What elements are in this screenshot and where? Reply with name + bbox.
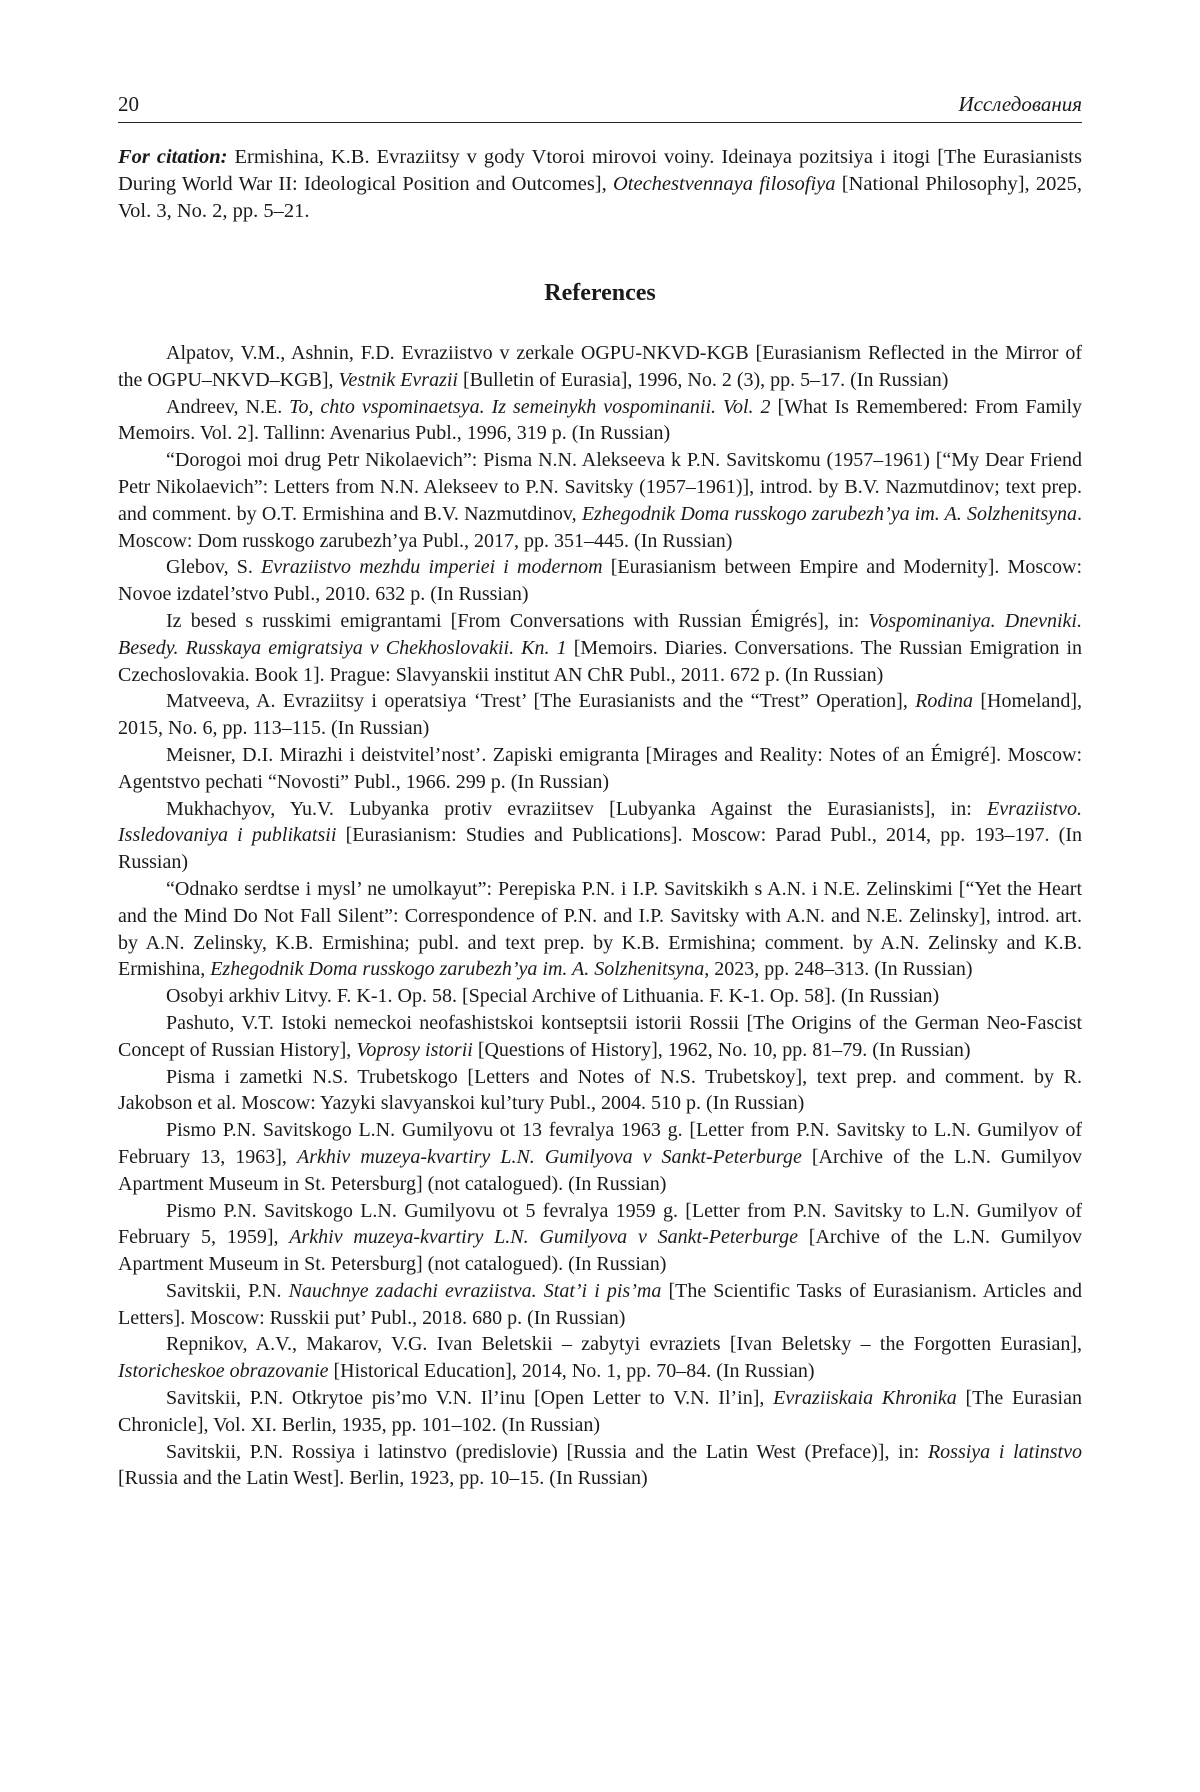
reference-text: . Moscow: Dom russkogo zarubezh’ya Publ., 2017, pp. 351–445. (In Russian) <box>118 502 1082 552</box>
reference-text: [Historical Education], 2014, No. 1, pp. 70–84. (In Russian) <box>328 1360 815 1383</box>
reference-text: [The Scientific Tasks of Eurasianism. Articles and Letters]. Moscow: Russkii put’ Publ., 2018. 680 p. (In Russian) <box>118 1279 1083 1329</box>
reference-text: Osobyi arkhiv Litvy. F. K-1. Op. 58. [Special Archive of Lithuania. F. K-1. Op. 58]. (In Russian) <box>166 985 940 1008</box>
reference-text: Matveeva, A. Evraziitsy i operatsiya ‘Trest’ [The Eurasianists and the “Trest” Operation], <box>166 690 916 713</box>
reference-text: [Homeland], 2015, No. 6, pp. 113–115. (In Russian) <box>118 690 1083 740</box>
references-list <box>118 340 1082 1492</box>
reference-text: Iz besed s russkimi emigrantami [From Conversations with Russian Émigrés], in: <box>166 609 869 632</box>
reference-entry <box>118 983 1082 1010</box>
reference-text: “Dorogoi moi drug Petr Nikolaevich”: Pisma N.N. Alekseeva k P.N. Savitskomu (1957–1961) [“My Dear Friend Petr Nikolaevich”: Letters from N.N. Alekseev to P.N. Savitsky (1957–1961)], introd. by B.V. Nazmutdinov; text prep. and comment. by O.T. Ermishina and B.V. Nazmutdinov, <box>118 449 1082 525</box>
reference-text: [Russia and the Latin West]. Berlin, 1923, pp. 10–15. (In Russian) <box>118 1467 648 1490</box>
reference-text: Savitskii, P.N. <box>166 1279 289 1302</box>
reference-entry <box>118 1439 1082 1493</box>
reference-text: [The Eurasian Chronicle], Vol. XI. Berlin, 1935, pp. 101–102. (In Russian) <box>118 1387 1082 1436</box>
reference-title-italic: Ezhegodnik Doma russkogo zarubezh’ya im. A. Solzhenitsyna <box>210 958 705 981</box>
reference-entry <box>118 876 1082 983</box>
reference-title-italic: Rodina <box>915 690 973 713</box>
reference-text: , 2023, pp. 248–313. (In Russian) <box>704 958 973 981</box>
reference-entry <box>118 796 1082 876</box>
reference-text: [Archive of the L.N. Gumilyov Apartment Museum in St. Petersburg] (not catalogued). (In Russian) <box>118 1226 1082 1276</box>
reference-text: [Eurasianism: Studies and Publications]. Moscow: Parad Publ., 2014, pp. 193–197. (In Russian) <box>118 824 1082 874</box>
reference-title-italic: Ezhegodnik Doma russkogo zarubezh’ya im. A. Solzhenitsyna <box>581 502 1077 525</box>
reference-title-italic: Evraziistvo. Issledovaniya i publikatsii <box>118 797 1082 847</box>
reference-text: Pashuto, V.T. Istoki nemeckoi neofashistskoi kontseptsii istorii Rossii [The Origins of the German Neo-Fascist Concept of Russian History], <box>118 1011 1082 1061</box>
reference-entry <box>118 340 1082 394</box>
reference-entry <box>118 1064 1082 1118</box>
citation-label: For citation: <box>118 146 228 168</box>
reference-entry <box>118 1010 1082 1064</box>
reference-text: [Memoirs. Diaries. Conversations. The Russian Emigration in Czechoslovakia. Book 1]. Prague: Slavyanskii institut AN ChR Publ., 2011. 672 p. (In Russian) <box>118 636 1082 686</box>
page-number: 20 <box>118 92 139 116</box>
reference-entry <box>118 608 1082 688</box>
reference-text: [Eurasianism between Empire and Modernity]. Moscow: Novoe izdatel’stvo Publ., 2010. 632 p. (In Russian) <box>118 556 1082 606</box>
reference-entry <box>118 1385 1082 1439</box>
reference-text: [Bulletin of Eurasia], 1996, No. 2 (3), pp. 5–17. (In Russian) <box>457 368 949 391</box>
reference-text: Pismo P.N. Savitskogo L.N. Gumilyovu ot 13 fevralya 1963 g. [Letter from P.N. Savitsky to L.N. Gumilyov of February 13, 1963], <box>118 1119 1082 1168</box>
reference-entry <box>118 742 1082 796</box>
running-header <box>118 90 1082 123</box>
reference-text: Meisner, D.I. Mirazhi i deistvitel’nost’. Zapiski emigranta [Mirages and Reality: Notes of an Émigré]. Moscow: Agentstvo pechati “Novosti” Publ., 1966. 299 p. (In Russian) <box>118 743 1082 793</box>
citation-text-end: [National Philosophy], 2025, Vol. 3, No. 2, pp. 5–21. <box>118 173 1082 222</box>
reference-entry <box>118 1117 1082 1197</box>
reference-text: Savitskii, P.N. Otkrytoe pis’mo V.N. Il’inu [Open Letter to V.N. Il’in], <box>166 1387 774 1410</box>
reference-entry <box>118 394 1082 448</box>
reference-text: [Archive of the L.N. Gumilyov Apartment Museum in St. Petersburg] (not catalogued). (In Russian) <box>118 1145 1082 1195</box>
reference-text: Alpatov, V.M., Ashnin, F.D. Evraziistvo v zerkale OGPU-NKVD-KGB [Eurasianism Reflected in the Mirror of the OGPU–NKVD–KGB], <box>118 342 1082 391</box>
reference-text: Mukhachyov, Yu.V. Lubyanka protiv evraziitsev [Lubyanka Against the Eurasianists], in: <box>166 797 987 820</box>
reference-title-italic: Voprosy istorii <box>356 1038 473 1061</box>
reference-title-italic: Evraziiskaia Khronika <box>773 1387 957 1410</box>
reference-text: Repnikov, A.V., Makarov, V.G. Ivan Beletskii – zabytyi evraziets [Ivan Beletsky – the Forgotten Eurasian], <box>166 1333 1082 1356</box>
reference-text: Glebov, S. <box>166 556 262 579</box>
reference-text: Savitskii, P.N. Rossiya i latinstvo (predislovie) [Russia and the Latin West (Preface)], in: <box>166 1440 928 1463</box>
reference-title-italic: Vestnik Evrazii <box>338 368 458 391</box>
reference-text: [What Is Remembered: From Family Memoirs. Vol. 2]. Tallinn: Avenarius Publ., 1996, 319 p. (In Russian) <box>118 395 1082 445</box>
reference-title-italic: To, chto vspominaetsya. Iz semeinykh vospominanii. Vol. 2 <box>289 395 771 418</box>
citation-journal: Otechestvennaya filosofiya <box>612 173 836 195</box>
reference-title-italic: Nauchnye zadachi evraziistva. Stat’i i pis’ma <box>288 1279 662 1302</box>
reference-entry <box>118 1198 1082 1278</box>
reference-title-italic: Arkhiv muzeya-kvartiry L.N. Gumilyova v Sankt-Peterburge <box>296 1145 802 1168</box>
citation-paragraph <box>118 144 1082 225</box>
reference-title-italic: Istoricheskoe obrazovanie <box>118 1360 329 1383</box>
reference-text: Pismo P.N. Savitskogo L.N. Gumilyovu ot 5 fevralya 1959 g. [Letter from P.N. Savitsky to L.N. Gumilyov of February 5, 1959], <box>118 1199 1082 1249</box>
reference-text: Pisma i zametki N.S. Trubetskogo [Letters and Notes of N.S. Trubetskoy], text prep. and comment. by R. Jakobson et al. Moscow: Yazyki slavyanskoi kul’tury Publ., 2004. 510 p. (In Russian) <box>118 1065 1082 1115</box>
reference-title-italic: Evraziistvo mezhdu imperiei i modernom <box>261 556 603 579</box>
citation-text: Ermishina, K.B. Evraziitsy v gody Vtoroi mirovoi voiny. Ideinaya pozitsiya i itogi [The Eurasianists During World War II: Ideological Position and Outcomes], <box>118 146 1082 195</box>
section-title: Исследования <box>958 92 1082 116</box>
reference-title-italic: Rossiya i latinstvo <box>927 1440 1082 1463</box>
reference-text: Andreev, N.E. <box>166 395 290 418</box>
reference-entry <box>118 688 1082 742</box>
reference-entry <box>118 1278 1082 1332</box>
reference-entry <box>118 447 1082 554</box>
reference-title-italic: Arkhiv muzeya-kvartiry L.N. Gumilyova v Sankt-Peterburge <box>289 1226 798 1249</box>
reference-text: [Questions of History], 1962, No. 10, pp. 81–79. (In Russian) <box>472 1038 971 1061</box>
reference-entry <box>118 554 1082 608</box>
reference-text: “Odnako serdtse i mysl’ ne umolkayut”: Perepiska P.N. i I.P. Savitskikh s A.N. i N.E. Zelinskimi [“Yet the Heart and the Mind Do Not Fall Silent”: Correspondence of P.N. and I.P. Savitsky with A.N. and N.E. Zelinsky], introd. art. by A.N. Zelinsky, K.B. Ermishina; publ. and text prep. by K.B. Ermishina; comment. by A.N. Zelinsky and K.B. Ermishina, <box>118 877 1082 981</box>
references-heading: References <box>544 280 656 306</box>
reference-entry <box>118 1331 1082 1385</box>
reference-title-italic: Vospominaniya. Dnevniki. Besedy. Russkaya emigratsiya v Chekhoslovakii. Kn. 1 <box>118 609 1082 659</box>
